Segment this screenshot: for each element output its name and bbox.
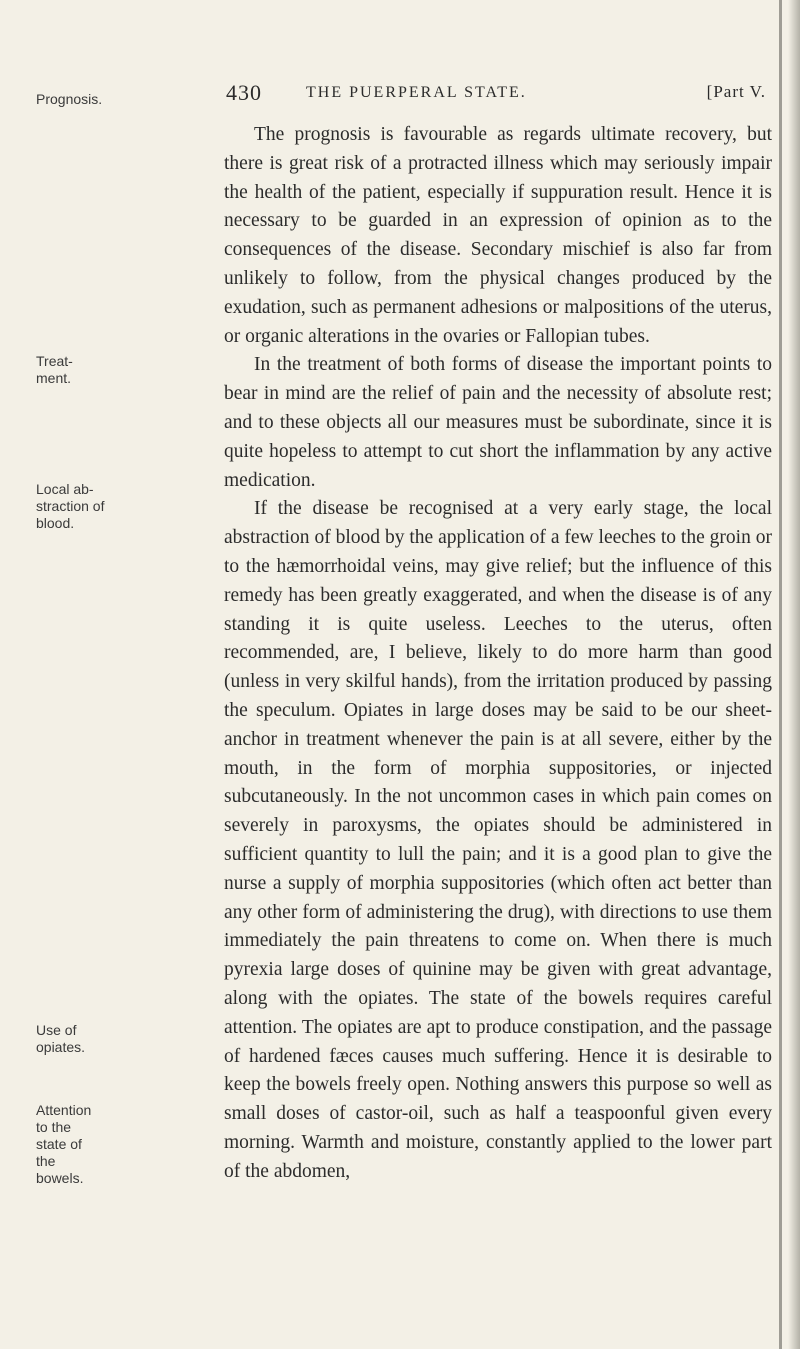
paragraph-prognosis: The prognosis is favourable as regards ultimate recovery, but there is great risk of a protracted illness which may seriously impair the health of the patient, especially if suppuration result. Hence it is necessary to be guarded in an expression of opinion as to the consequences of the disease. Secondary mischief is also far from unlikely to follow, from the physical changes produced by the exudation, such as permanent adhesions or malpositions of the uterus, or organic alterations in the ovaries or Fallopian tubes. bbox=[224, 124, 772, 347]
page-edge-line bbox=[779, 0, 782, 1349]
page-number: 430 bbox=[226, 80, 262, 105]
sidenote-treatment: Treat-ment. bbox=[36, 353, 73, 386]
running-head: THE PUERPERAL STATE. bbox=[306, 84, 527, 101]
sidenote-attention-bowels: Attention to the state of the bowels. bbox=[36, 1102, 92, 1186]
paragraph-local-abstraction: If the disease be recognised at a very early stage, the local abstraction of blood by the application of a few leeches to the groin or to the hæmorrhoidal veins, may give relief; but the influence of this remedy has been greatly exaggerated, and when the disease is of any standing it is quite useless. Leeches to the uterus, often recommended, are, I believe, likely to do more harm than good (unless in very skilful hands), from the irritation produced by passing the speculum. Opiates in large doses may be said to be our sheet-anchor in treatment whenever the pain is at all severe, either by the mouth, in the form of morphia suppositories, or injected subcutaneously. In the not uncommon cases in which pain comes on severely in paroxysms, the opiates should be administered in sufficient quantity to lull the pain; and it is a good plan to give the nurse a supply of morphia suppositories (which often act better than any other form of administering the drug), with directions to use them immediately the pain threatens to come on. When there is much pyrexia large doses of quinine may be given with great advantage, along with the opiates. The state of the bowels requires careful attention. The opiates are apt to produce constipation, and the passage of hardened fæces causes much suffering. Hence it is desirable to keep the bowels freely open. Nothing answers this purpose so well as small doses of castor-oil, such as half a teaspoonful given every morning. Warmth and moisture, constantly applied to the lower part of the abdomen, bbox=[224, 498, 772, 1182]
sidenote-local-abstraction: Local ab-straction of blood. bbox=[36, 481, 105, 531]
sidenote-use-of-opiates: Use of opiates. bbox=[36, 1022, 86, 1055]
part-label: [Part V. bbox=[706, 82, 766, 101]
page-header bbox=[226, 80, 766, 114]
paragraph-treatment: In the treatment of both forms of disease the important points to bear in mind are the relief of pain and the necessity of absolute rest; and to these objects all our measures must be subordinate, since it is quite hopeless to attempt to cut short the inflammation by any active medication. bbox=[224, 354, 772, 491]
sidenote-prognosis: Prognosis. bbox=[36, 91, 103, 107]
page-edge-shadow bbox=[788, 0, 800, 1349]
body-text bbox=[224, 121, 772, 1186]
